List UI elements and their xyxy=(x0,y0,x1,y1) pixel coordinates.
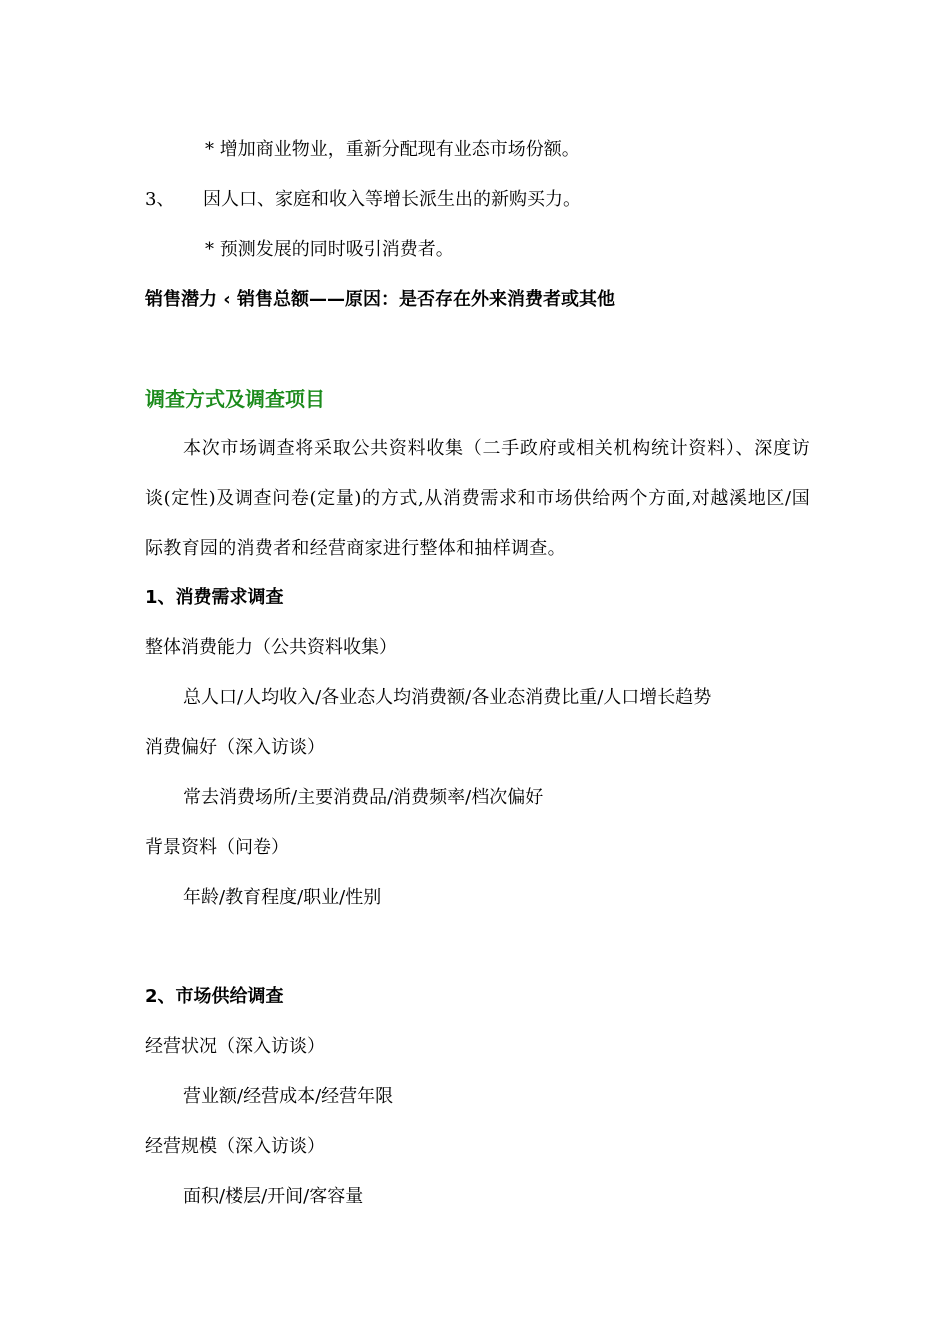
supply-survey-heading: 2、市场供给调查 xyxy=(145,986,284,1007)
spending-preference-label: 消费偏好（深入访谈） xyxy=(145,737,325,758)
list-number: 3、 xyxy=(145,189,175,210)
intro-paragraph: 本次市场调查将采取公共资料收集（二手政府或相关机构统计资料）、深度访谈(定性)及调查问卷(定量)的方式,从消费需求和市场供给两个方面,对越溪地区/国际教育园的消费者和经营商家进行整体和抽样调查。 xyxy=(145,438,810,559)
operation-scale-label: 经营规模（深入访谈） xyxy=(145,1136,325,1157)
section-heading: 调查方式及调查项目 xyxy=(145,387,325,411)
overall-spending-label: 整体消费能力（公共资料收集） xyxy=(145,637,397,658)
background-info-label: 背景资料（问卷） xyxy=(145,837,289,858)
bullet-commercial-property: * 增加商业物业，重新分配现有业态市场份额。 xyxy=(205,139,580,160)
spending-preference-items: 常去消费场所/主要消费品/消费频率/档次偏好 xyxy=(183,787,544,808)
list-item-3 xyxy=(145,188,581,212)
overall-spending-items: 总人口/人均收入/各业态人均消费额/各业态消费比重/人口增长趋势 xyxy=(183,687,712,708)
operation-status-label: 经营状况（深入访谈） xyxy=(145,1036,325,1057)
operation-status-items: 营业额/经营成本/经营年限 xyxy=(183,1086,394,1107)
background-info-items: 年龄/教育程度/职业/性别 xyxy=(183,887,382,908)
bullet-forecast: * 预测发展的同时吸引消费者。 xyxy=(205,239,454,260)
operation-scale-items: 面积/楼层/开间/客容量 xyxy=(183,1186,364,1207)
demand-survey-heading: 1、消费需求调查 xyxy=(145,587,284,608)
list-item-text: 因人口、家庭和收入等增长派生出的新购买力。 xyxy=(203,189,581,210)
sales-potential-line: 销售潜力 ‹ 销售总额——原因：是否存在外来消费者或其他 xyxy=(145,289,615,310)
